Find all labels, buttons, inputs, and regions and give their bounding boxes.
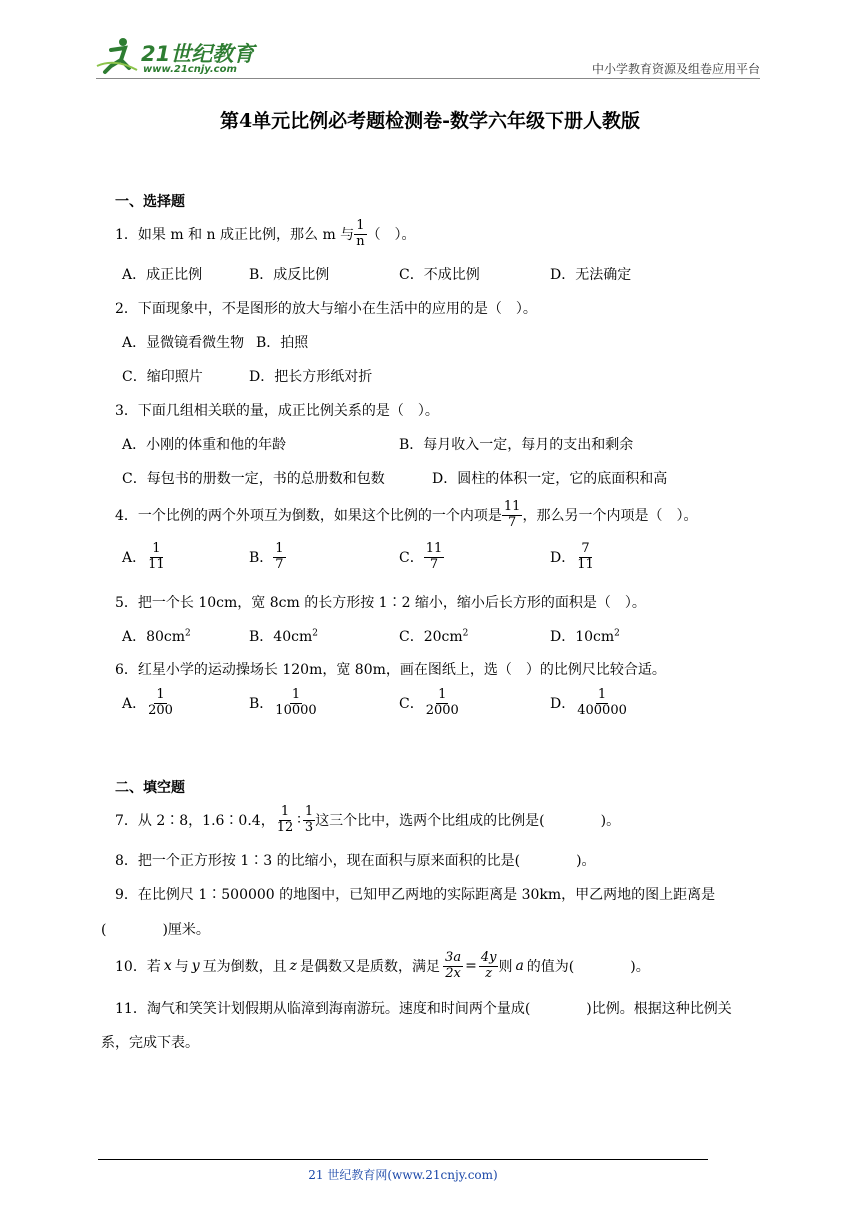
- q2-option-c: C．缩印照片: [122, 369, 203, 385]
- runner-icon: [95, 36, 139, 76]
- q3-option-b: B．每月收入一定，每月的支出和剩余: [399, 437, 634, 453]
- q4-stem: 4．一个比例的两个外项互为倒数，如果这个比例的一个内项是: [115, 508, 502, 524]
- question-10: 10．若 x 与 y 互为倒数，且 z 是偶数又是质数，满足 $\frac{3a}{2x}$ = $\frac{4y}{z}$ 则 a 的值为( )。: [115, 949, 650, 981]
- question-6: 6．红星小学的运动操场长 120m，宽 80m，画在图纸上，选（ ）的比例尺比较合适。: [115, 662, 666, 678]
- q4-option-d: D． $\frac{7}{11}$: [550, 541, 594, 572]
- q4-option-c: C． $\frac{11}{7}$: [399, 541, 443, 572]
- q1-option-b: B．成反比例: [249, 267, 330, 283]
- question-5: 5．把一个长 10cm，宽 8cm 的长方形按 1∶2 缩小，缩小后长方形的面积是（ ）。: [115, 595, 646, 611]
- question-3: 3．下面几组相关联的量，成正比例关系的是（ ）。: [115, 403, 439, 419]
- question-1: [115, 216, 416, 252]
- q5-option-d: D．$10cm^2$: [550, 628, 620, 645]
- q2-option-b: B．拍照: [256, 335, 309, 351]
- question-11-line1: 11．淘气和笑笑计划假期从临漳到海南游玩。速度和时间两个量成( )比例。根据这种比例关: [115, 1001, 732, 1017]
- q1-option-d: D．无法确定: [550, 267, 632, 283]
- q3-option-c: C．每包书的册数一定，书的总册数和包数: [122, 471, 385, 487]
- question-9-line2: ( )厘米。: [101, 922, 210, 938]
- q4-option-a: A． $\frac{1}{11}$: [122, 541, 165, 572]
- logo-url: www.21cnjy.com: [143, 64, 237, 75]
- q6-option-c: C． $\frac{1}{2000}$: [399, 687, 459, 718]
- q6-option-a: A． $\frac{1}{200}$: [122, 687, 173, 718]
- footer-divider: [98, 1159, 708, 1160]
- q3-option-a: A．小刚的体重和他的年龄: [122, 437, 287, 453]
- section-heading-choice: 一、选择题: [115, 194, 185, 210]
- question-4: [115, 496, 697, 534]
- q1-tail: （ ）。: [366, 227, 416, 243]
- q4-tail: ，那么另一个内项是（ ）。: [522, 508, 698, 524]
- question-11-line2: 系，完成下表。: [101, 1035, 199, 1051]
- q5-option-a: A．$80cm^2$: [122, 628, 191, 645]
- q5-option-b: B．$40cm^2$: [249, 628, 318, 645]
- site-logo: [95, 36, 260, 78]
- q2-option-d: D．把长方形纸对折: [249, 369, 373, 385]
- q2-option-a: A．显微镜看微生物: [122, 335, 245, 351]
- q4-fraction: $\frac{11}{7}$: [503, 498, 521, 530]
- q3-option-d: D．圆柱的体积一定，它的底面积和高: [432, 471, 668, 487]
- q1-option-a: A．成正比例: [122, 267, 203, 283]
- section-heading-fill: 二、填空题: [115, 780, 185, 796]
- q6-option-b: B． $\frac{1}{10000}$: [249, 687, 317, 718]
- question-7: 7．从 2∶8，1.6∶0.4， $\frac{1}{12}$ ∶ $\frac{1}{3}$ 这三个比中，选两个比组成的比例是( )。: [115, 803, 621, 835]
- question-2: 2．下面现象中，不是图形的放大与缩小在生活中的应用的是（ ）。: [115, 301, 537, 317]
- q1-fraction: $\frac{1}{n}$: [356, 217, 365, 249]
- q1-option-c: C．不成比例: [399, 267, 480, 283]
- question-9-line1: 9．在比例尺 1∶500000 的地图中，已知甲乙两地的实际距离是 30km，甲乙两地的图上距离是: [115, 887, 716, 903]
- footer-link[interactable]: 21 世纪教育网(www.21cnjy.com): [308, 1168, 498, 1182]
- header-divider: [96, 78, 760, 79]
- logo-name: 21世纪教育: [141, 42, 255, 66]
- page-title: 第4单元比例必考题检测卷-数学六年级下册人教版: [219, 110, 641, 132]
- q4-option-b: B． $\frac{1}{7}$: [249, 541, 284, 572]
- platform-name: 中小学教育资源及组卷应用平台: [591, 62, 760, 76]
- q1-stem: 1．如果 m 和 n 成正比例，那么 m 与: [115, 227, 355, 243]
- question-8: 8．把一个正方形按 1∶3 的比缩小，现在面积与原来面积的比是( )。: [115, 853, 596, 869]
- q6-option-d: D． $\frac{1}{400000}$: [550, 687, 627, 718]
- q5-option-c: C．$20cm^2$: [399, 628, 469, 645]
